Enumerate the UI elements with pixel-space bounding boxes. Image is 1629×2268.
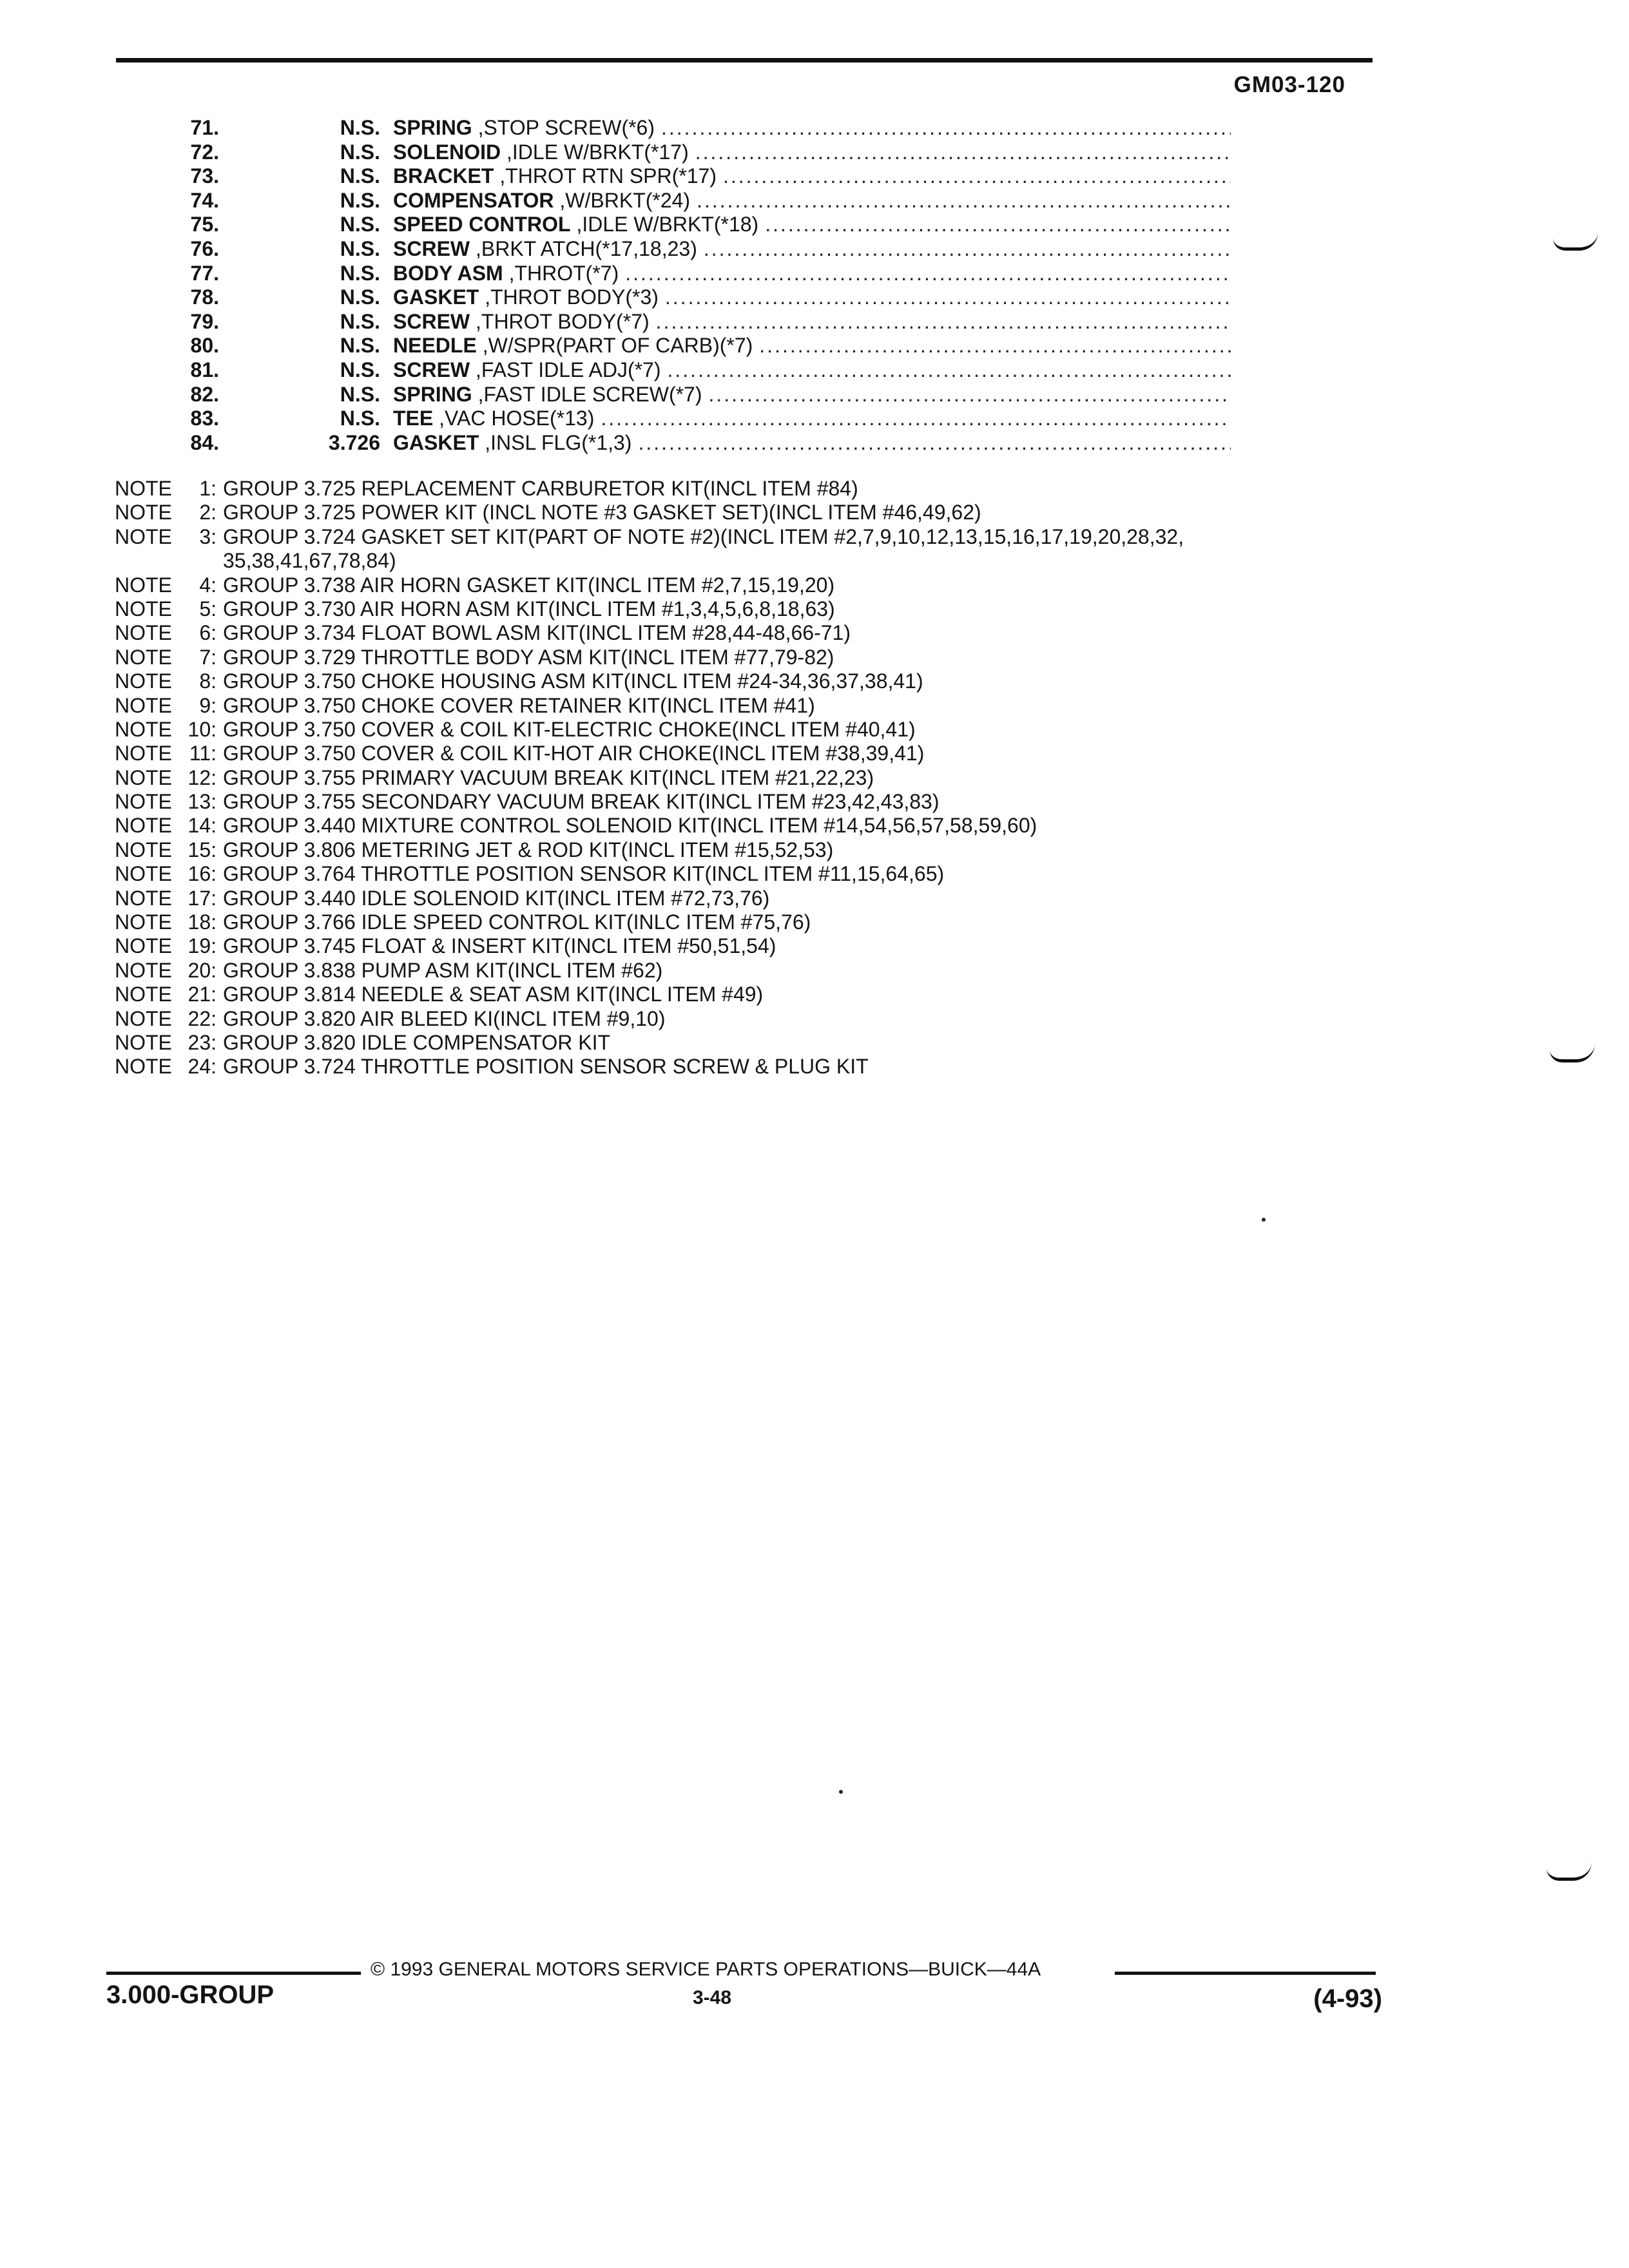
note-number: 7: bbox=[199, 645, 217, 669]
note-text: GROUP 3.820 AIR BLEED KI(INCL ITEM #9,10) bbox=[223, 1006, 666, 1030]
note-label: NOTE bbox=[115, 838, 172, 861]
top-rule bbox=[116, 58, 1373, 62]
item-number: 81. bbox=[190, 358, 219, 381]
note-label: NOTE bbox=[115, 862, 172, 886]
note-continuation: 35,38,41,67,78,84) bbox=[223, 549, 396, 573]
item-description: FAST IDLE SCREW(*7) bbox=[483, 382, 702, 406]
note-label: NOTE bbox=[115, 790, 172, 814]
item-description: IDLE W/BRKT(*18) bbox=[582, 213, 759, 236]
item-description: THROT(*7) bbox=[514, 261, 619, 285]
note-text: GROUP 3.729 THROTTLE BODY ASM KIT(INCL ITEM #77,79-82) bbox=[223, 645, 834, 669]
note-text: GROUP 3.764 THROTTLE POSITION SENSOR KIT(INCL ITEM #11,15,64,65) bbox=[223, 862, 945, 886]
note-row bbox=[115, 525, 1403, 549]
item-description: BRKT ATCH(*17,18,23) bbox=[481, 236, 697, 260]
note-row bbox=[115, 1031, 1403, 1055]
item-separator: , bbox=[470, 236, 481, 260]
item-group: N.S. bbox=[340, 382, 380, 406]
note-label: NOTE bbox=[115, 1006, 172, 1030]
note-text: GROUP 3.755 SECONDARY VACUUM BREAK KIT(INCL ITEM #23,42,43,83) bbox=[223, 790, 940, 814]
item-group: N.S. bbox=[340, 188, 380, 212]
item-description: INSL FLG(*1,3) bbox=[490, 430, 632, 454]
note-label: NOTE bbox=[115, 645, 172, 669]
footer-date-code: (4-93) bbox=[1313, 1984, 1382, 2013]
item-number: 83. bbox=[190, 407, 219, 430]
page-footer bbox=[106, 1959, 1382, 2030]
note-text: GROUP 3.806 METERING JET & ROD KIT(INCL ITEM #15,52,53) bbox=[223, 838, 834, 861]
item-separator: , bbox=[479, 285, 491, 309]
note-text: GROUP 3.750 COVER & COIL KIT-HOT AIR CHOKE(INCL ITEM #38,39,41) bbox=[223, 742, 925, 765]
item-group: N.S. bbox=[340, 140, 380, 164]
item-group: 3.726 bbox=[328, 430, 380, 454]
item-name: SPRING bbox=[393, 116, 472, 139]
leader-dots bbox=[759, 334, 1231, 358]
note-text: GROUP 3.750 CHOKE HOUSING ASM KIT(INCL ITEM #24-34,36,37,38,41) bbox=[223, 669, 923, 693]
item-separator: , bbox=[501, 140, 512, 164]
note-row bbox=[115, 862, 1403, 886]
item-name: NEEDLE bbox=[393, 334, 477, 358]
note-number: 21: bbox=[188, 983, 217, 1006]
note-row bbox=[115, 838, 1403, 862]
note-label: NOTE bbox=[115, 958, 172, 982]
note-label: NOTE bbox=[115, 717, 172, 741]
note-row bbox=[115, 694, 1403, 718]
note-number: 12: bbox=[188, 765, 217, 789]
note-label: NOTE bbox=[115, 983, 172, 1006]
item-number: 74. bbox=[190, 188, 219, 212]
note-number: 1: bbox=[199, 477, 217, 500]
note-text: GROUP 3.440 MIXTURE CONTROL SOLENOID KIT(INCL ITEM #14,54,56,57,58,59,60) bbox=[223, 814, 1037, 838]
note-row bbox=[115, 742, 1403, 765]
note-number: 19: bbox=[188, 934, 217, 958]
note-row bbox=[115, 766, 1403, 790]
item-name: SPRING bbox=[393, 382, 472, 406]
note-label: NOTE bbox=[115, 910, 172, 934]
scan-mark bbox=[1547, 1862, 1592, 1881]
item-group: N.S. bbox=[340, 334, 380, 358]
item-separator: , bbox=[472, 382, 484, 406]
note-text: GROUP 3.440 IDLE SOLENOID KIT(INCL ITEM #72,73,76) bbox=[223, 886, 770, 910]
item-separator: , bbox=[470, 309, 481, 333]
note-row bbox=[115, 790, 1403, 814]
leader-dots bbox=[625, 262, 1231, 285]
item-group: N.S. bbox=[340, 236, 380, 260]
note-text: GROUP 3.725 POWER KIT (INCL NOTE #3 GASKET SET)(INCL ITEM #46,49,62) bbox=[223, 501, 981, 524]
footer-copyright: © 1993 GENERAL MOTORS SERVICE PARTS OPERATIONS—BUICK—44A bbox=[371, 1959, 1041, 1980]
note-text: GROUP 3.730 AIR HORN ASM KIT(INCL ITEM #1,3,4,5,6,8,18,63) bbox=[223, 597, 835, 620]
note-number: 13: bbox=[188, 790, 217, 814]
note-row bbox=[115, 718, 1403, 742]
item-group: N.S. bbox=[340, 358, 380, 381]
note-label: NOTE bbox=[115, 934, 172, 958]
item-description: THROT RTN SPR(*17) bbox=[505, 164, 717, 188]
note-label: NOTE bbox=[115, 1055, 172, 1079]
item-name: BODY ASM bbox=[393, 261, 503, 285]
note-row bbox=[115, 597, 1403, 621]
note-text: GROUP 3.755 PRIMARY VACUUM BREAK KIT(INCL ITEM #21,22,23) bbox=[223, 765, 874, 789]
part-row bbox=[148, 140, 1231, 165]
item-number: 75. bbox=[190, 213, 219, 236]
note-text: GROUP 3.814 NEEDLE & SEAT ASM KIT(INCL ITEM #49) bbox=[223, 983, 764, 1006]
part-row bbox=[148, 285, 1231, 310]
note-text: GROUP 3.750 COVER & COIL KIT-ELECTRIC CHOKE(INCL ITEM #40,41) bbox=[223, 717, 916, 741]
note-label: NOTE bbox=[115, 886, 172, 910]
item-number: 82. bbox=[190, 382, 219, 406]
note-number: 20: bbox=[188, 958, 217, 982]
item-number: 71. bbox=[190, 116, 219, 139]
part-row bbox=[148, 262, 1231, 286]
footer-rule-left bbox=[106, 1972, 361, 1975]
part-row bbox=[148, 383, 1231, 407]
leader-dots bbox=[709, 383, 1231, 407]
leader-dots bbox=[661, 116, 1231, 140]
item-name: SCREW bbox=[393, 358, 470, 381]
note-label: NOTE bbox=[115, 573, 172, 597]
note-row bbox=[115, 1007, 1403, 1031]
note-text: GROUP 3.820 IDLE COMPENSATOR KIT bbox=[223, 1030, 611, 1054]
note-number: 4: bbox=[199, 573, 217, 597]
note-label: NOTE bbox=[115, 693, 172, 717]
item-description: THROT BODY(*7) bbox=[481, 309, 650, 333]
leader-dots bbox=[638, 431, 1231, 455]
item-number: 73. bbox=[190, 164, 219, 188]
note-label: NOTE bbox=[115, 621, 172, 645]
leader-dots bbox=[601, 407, 1231, 430]
leader-dots bbox=[723, 164, 1231, 188]
part-row bbox=[148, 164, 1231, 189]
note-text: GROUP 3.745 FLOAT & INSERT KIT(INCL ITEM #50,51,54) bbox=[223, 934, 776, 958]
note-row bbox=[115, 646, 1403, 669]
part-row bbox=[148, 213, 1231, 237]
item-separator: , bbox=[554, 188, 566, 212]
scan-mark bbox=[1553, 232, 1598, 251]
note-number: 8: bbox=[199, 669, 217, 693]
notes-list bbox=[115, 477, 1403, 1079]
leader-dots bbox=[704, 237, 1231, 261]
leader-dots bbox=[697, 189, 1231, 213]
note-row bbox=[115, 887, 1403, 910]
note-row bbox=[115, 910, 1403, 934]
scan-speck bbox=[839, 1790, 843, 1794]
parts-list bbox=[148, 116, 1231, 455]
note-number: 10: bbox=[188, 717, 217, 741]
note-number: 3: bbox=[199, 524, 217, 548]
note-label: NOTE bbox=[115, 814, 172, 838]
note-text: GROUP 3.750 CHOKE COVER RETAINER KIT(INCL ITEM #41) bbox=[223, 693, 815, 717]
part-row bbox=[148, 431, 1231, 456]
part-row bbox=[148, 189, 1231, 213]
item-description: W/SPR(PART OF CARB)(*7) bbox=[488, 334, 753, 358]
note-number: 18: bbox=[188, 910, 217, 934]
note-label: NOTE bbox=[115, 501, 172, 524]
item-group: N.S. bbox=[340, 164, 380, 188]
item-separator: , bbox=[494, 164, 506, 188]
scan-mark bbox=[1550, 1044, 1595, 1062]
part-row bbox=[148, 407, 1231, 431]
note-number: 23: bbox=[188, 1030, 217, 1054]
note-text: GROUP 3.738 AIR HORN GASKET KIT(INCL ITEM #2,7,15,19,20) bbox=[223, 573, 835, 597]
item-description: W/BRKT(*24) bbox=[565, 188, 691, 212]
note-label: NOTE bbox=[115, 524, 172, 548]
item-description: THROT BODY(*3) bbox=[490, 285, 659, 309]
item-separator: , bbox=[503, 261, 515, 285]
part-row bbox=[148, 310, 1231, 334]
item-number: 76. bbox=[190, 236, 219, 260]
item-number: 77. bbox=[190, 261, 219, 285]
note-row bbox=[115, 573, 1403, 597]
note-number: 22: bbox=[188, 1006, 217, 1030]
note-number: 5: bbox=[199, 597, 217, 620]
item-number: 84. bbox=[190, 430, 219, 454]
item-name: SOLENOID bbox=[393, 140, 501, 164]
item-group: N.S. bbox=[340, 407, 380, 430]
note-row bbox=[115, 501, 1403, 524]
note-number: 16: bbox=[188, 862, 217, 886]
note-label: NOTE bbox=[115, 765, 172, 789]
note-row bbox=[115, 621, 1403, 645]
note-number: 15: bbox=[188, 838, 217, 861]
footer-rule-right bbox=[1115, 1972, 1376, 1975]
item-group: N.S. bbox=[340, 116, 380, 139]
part-row bbox=[148, 358, 1231, 383]
footer-group-label: 3.000-GROUP bbox=[106, 1981, 275, 2009]
item-description: STOP SCREW(*6) bbox=[483, 116, 655, 139]
part-row bbox=[148, 237, 1231, 262]
note-text: GROUP 3.724 GASKET SET KIT(PART OF NOTE #2)(INCL ITEM #2,7,9,10,12,13,15,16,17,19,20,28,32, bbox=[223, 524, 1184, 548]
page-code: GM03-120 bbox=[1233, 72, 1345, 97]
note-label: NOTE bbox=[115, 477, 172, 500]
note-row bbox=[115, 983, 1403, 1006]
item-name: SCREW bbox=[393, 309, 470, 333]
leader-dots bbox=[665, 285, 1231, 309]
item-name: BRACKET bbox=[393, 164, 494, 188]
leader-dots bbox=[765, 213, 1231, 236]
note-text: GROUP 3.725 REPLACEMENT CARBURETOR KIT(INCL ITEM #84) bbox=[223, 477, 858, 500]
item-separator: , bbox=[472, 116, 484, 139]
note-row bbox=[115, 1055, 1403, 1079]
note-label: NOTE bbox=[115, 669, 172, 693]
item-name: SPEED CONTROL bbox=[393, 213, 571, 236]
item-name: SCREW bbox=[393, 236, 470, 260]
leader-dots bbox=[656, 310, 1231, 334]
footer-page-number: 3-48 bbox=[693, 1987, 732, 2008]
leader-dots bbox=[695, 140, 1231, 164]
note-number: 11: bbox=[189, 742, 217, 765]
item-number: 72. bbox=[190, 140, 219, 164]
item-group: N.S. bbox=[340, 261, 380, 285]
note-text: GROUP 3.724 THROTTLE POSITION SENSOR SCREW & PLUG KIT bbox=[223, 1055, 869, 1079]
note-text: GROUP 3.766 IDLE SPEED CONTROL KIT(INLC ITEM #75,76) bbox=[223, 910, 811, 934]
note-row bbox=[115, 669, 1403, 693]
part-row bbox=[148, 334, 1231, 358]
note-number: 24: bbox=[188, 1055, 217, 1079]
item-separator: , bbox=[433, 407, 445, 430]
note-row bbox=[115, 477, 1403, 501]
item-name: GASKET bbox=[393, 285, 479, 309]
item-separator: , bbox=[476, 334, 488, 358]
note-number: 2: bbox=[199, 501, 217, 524]
note-label: NOTE bbox=[115, 1030, 172, 1054]
item-description: FAST IDLE ADJ(*7) bbox=[481, 358, 661, 381]
note-number: 17: bbox=[188, 886, 217, 910]
note-number: 9: bbox=[199, 693, 217, 717]
item-separator: , bbox=[570, 213, 583, 236]
item-separator: , bbox=[479, 430, 491, 454]
note-text: GROUP 3.734 FLOAT BOWL ASM KIT(INCL ITEM #28,44-48,66-71) bbox=[223, 621, 851, 645]
note-label: NOTE bbox=[115, 742, 172, 765]
note-row bbox=[115, 959, 1403, 983]
item-name: TEE bbox=[393, 407, 434, 430]
note-label: NOTE bbox=[115, 597, 172, 620]
item-number: 80. bbox=[190, 334, 219, 358]
note-row bbox=[115, 934, 1403, 958]
leader-dots bbox=[668, 358, 1231, 382]
item-separator: , bbox=[470, 358, 481, 381]
item-name: COMPENSATOR bbox=[393, 188, 554, 212]
part-row bbox=[148, 116, 1231, 140]
scan-speck bbox=[1262, 1218, 1266, 1222]
note-text: GROUP 3.838 PUMP ASM KIT(INCL ITEM #62) bbox=[223, 958, 663, 982]
item-number: 79. bbox=[190, 309, 219, 333]
item-group: N.S. bbox=[340, 309, 380, 333]
note-row bbox=[115, 814, 1403, 838]
note-number: 14: bbox=[188, 814, 217, 838]
item-group: N.S. bbox=[340, 285, 380, 309]
item-group: N.S. bbox=[340, 213, 380, 236]
item-name: GASKET bbox=[393, 430, 479, 454]
item-description: IDLE W/BRKT(*17) bbox=[512, 140, 689, 164]
item-description: VAC HOSE(*13) bbox=[445, 407, 595, 430]
item-number: 78. bbox=[190, 285, 219, 309]
note-number: 6: bbox=[199, 621, 217, 645]
